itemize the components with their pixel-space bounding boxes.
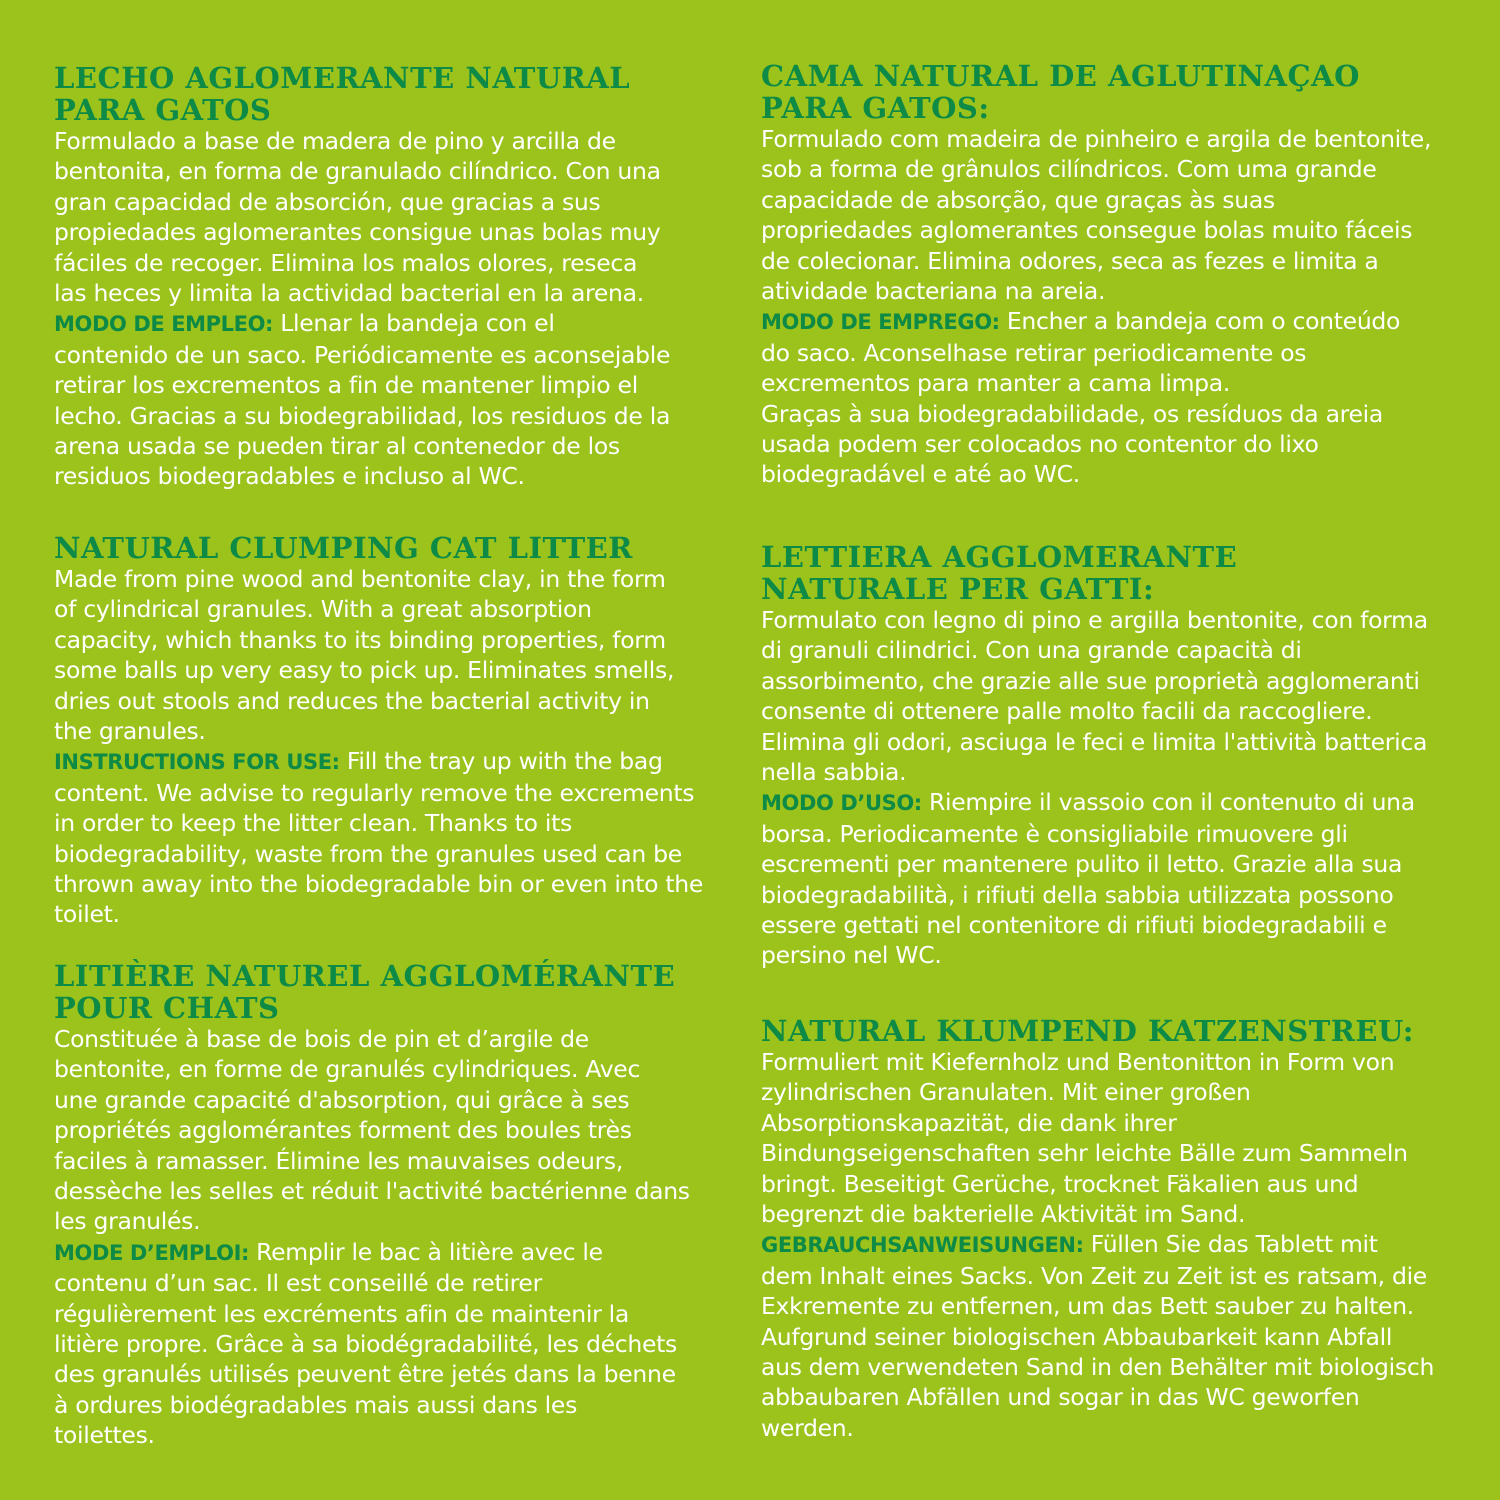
text-line: Formulado a base de madera de pino y arcilla de — [54, 127, 616, 155]
usage-text: Fill the tray up with the bag — [339, 747, 663, 776]
text-line: content. We advise to regularly remove the excrements — [54, 778, 695, 807]
text-line: consente di ottenere palle molto facili da raccogliere. — [761, 697, 1373, 726]
section-title — [761, 541, 1451, 605]
usage-label: MODO D’USO: — [761, 791, 922, 816]
usage-label: GEBRAUCHSANWEISUNGEN: — [761, 1233, 1084, 1258]
text-line: régulièrement les excréments afin de maintenir la — [54, 1299, 629, 1328]
text-line: Bindungseigenschaften sehr leichte Bälle zum Sammeln — [761, 1139, 1408, 1168]
text-line: essere gettati nel contenitore di rifiuti biodegradabili e — [761, 911, 1387, 940]
text-line: Aufgrund seiner biologischen Abbaubarkeit kann Abfall — [761, 1322, 1393, 1351]
usage-instructions — [761, 787, 1451, 970]
description — [761, 124, 1451, 306]
usage-text: Remplir le bac à litière avec le — [248, 1237, 603, 1266]
title-line: CAMA NATURAL DE AGLUTINAÇAO — [761, 59, 1360, 93]
text-line: dries out stools and reduces the bacterial activity in — [54, 686, 650, 715]
text-line: excrementos para manter a cama limpa. — [761, 369, 1231, 398]
text-line: Made from pine wood and bentonite clay, in the form — [54, 565, 666, 593]
usage-text: Füllen Sie das Tablett mit — [1083, 1230, 1378, 1259]
text-line: propriedades aglomerantes consegue bolas muito fáceis — [761, 216, 1413, 245]
text-line: do saco. Aconselhase retirar periodicamente os — [761, 338, 1307, 367]
title-line: LITIÈRE NATUREL AGGLOMÉRANTE — [54, 959, 676, 993]
text-line — [761, 306, 1451, 337]
text-line: capacidade de absorção, que graças às suas — [761, 185, 1275, 214]
title-line: PARA GATOS: — [761, 91, 990, 125]
usage-label: INSTRUCTIONS FOR USE: — [54, 750, 340, 775]
text-line — [54, 308, 704, 339]
usage-text: Riempire il vassoio con il contenuto di una — [921, 788, 1415, 817]
section-spanish — [54, 62, 704, 492]
text-line — [761, 1229, 1451, 1260]
usage-label: MODO DE EMPLEO: — [54, 312, 274, 337]
section-title — [54, 960, 704, 1024]
section-english — [54, 532, 704, 930]
section-title — [761, 1015, 1451, 1047]
title-line: NATURALE PER GATTI: — [761, 572, 1155, 606]
text-line: Formuliert mit Kiefernholz und Bentonitton in Form von — [761, 1048, 1395, 1076]
text-line: contenu d’un sac. Il est conseillé de retirer — [54, 1269, 542, 1298]
text-line: arena usada se pueden tirar al contenedor de los — [54, 432, 620, 461]
text-line: Exkremente zu entfernen, um das Bett sauber zu halten. — [761, 1292, 1414, 1321]
text-line: borsa. Periodicamente è consigliabile rimuovere gli — [761, 819, 1348, 848]
text-line: gran capacidad de absorción, que gracias a sus — [54, 187, 601, 216]
text-line: of cylindrical granules. With a great absorption — [54, 595, 592, 624]
usage-text: Llenar la bandeja con el — [273, 309, 555, 338]
text-line: biodegradabilità, i rifiuti della sabbia utilizzata possono — [761, 880, 1394, 909]
text-line: Constituée à base de bois de pin et d’argile de — [54, 1025, 589, 1053]
text-line: fáciles de recoger. Elimina los malos olores, reseca — [54, 248, 638, 277]
section-german — [761, 1015, 1451, 1443]
text-line: retirar los excrementos a fin de mantener limpio el — [54, 371, 638, 400]
text-line: faciles à ramasser. Élimine les mauvaises odeurs, — [54, 1146, 624, 1175]
text-line: biodegradability, waste from the granules used can be — [54, 839, 682, 868]
text-line: Formulato con legno di pino e argilla bentonite, con forma — [761, 606, 1428, 634]
text-line: litière propre. Grâce à sa biodégradabilité, les déchets — [54, 1330, 677, 1359]
title-line: NATURAL KLUMPEND KATZENSTREU: — [761, 1014, 1414, 1048]
usage-label: MODO DE EMPREGO: — [761, 310, 1000, 335]
text-line: les granulés. — [54, 1207, 201, 1236]
text-line: residuos biodegradables e incluso al WC. — [54, 462, 525, 491]
text-line: sob a forma de grânulos cilíndricos. Com uma grande — [761, 155, 1377, 184]
description — [54, 1024, 704, 1237]
text-line: atividade bacteriana na areia. — [761, 277, 1106, 306]
text-line: propriétés agglomérantes forment des boules très — [54, 1116, 632, 1145]
title-line: LETTIERA AGGLOMERANTE — [761, 540, 1238, 574]
text-line: lecho. Gracias a su biodegrabilidad, los residuos de la — [54, 401, 671, 430]
text-line: escrementi per mantenere pulito il letto. Grazie alla sua — [761, 850, 1403, 879]
usage-instructions — [761, 306, 1451, 489]
text-line: contenido de un saco. Periódicamente es aconsejable — [54, 340, 671, 369]
text-line — [761, 787, 1451, 818]
text-line: toilettes. — [54, 1421, 155, 1450]
text-line: dem Inhalt eines Sacks. Von Zeit zu Zeit ist es ratsam, die — [761, 1261, 1427, 1290]
text-line: bentonita, en forma de granulado cilíndrico. Con una — [54, 157, 661, 186]
text-line: in order to keep the litter clean. Thanks to its — [54, 809, 572, 838]
text-line: assorbimento, che grazie alle sue proprietà agglomeranti — [761, 666, 1420, 695]
title-line: LECHO AGLOMERANTE NATURAL — [54, 61, 631, 95]
text-line: Formulado com madeira de pinheiro e argila de bentonite, — [761, 125, 1432, 153]
section-title — [761, 60, 1451, 124]
usage-instructions — [54, 308, 704, 491]
text-line — [54, 1237, 704, 1268]
text-line: the granules. — [54, 717, 206, 746]
text-line: persino nel WC. — [761, 941, 942, 970]
text-line: des granulés utilisés peuvent être jetés dans la benne — [54, 1360, 676, 1389]
text-line: begrenzt die bakterielle Aktivität im Sand. — [761, 1200, 1246, 1229]
description — [761, 605, 1451, 787]
text-line: à ordures biodégradables mais aussi dans les — [54, 1390, 578, 1419]
section-french — [54, 960, 704, 1451]
usage-label: MODE D’EMPLOI: — [54, 1240, 249, 1265]
text-line: dessèche les selles et réduit l'activité bactérienne dans — [54, 1177, 690, 1206]
text-line: bringt. Beseitigt Gerüche, trocknet Fäkalien aus und — [761, 1169, 1359, 1198]
text-line: Graças à sua biodegradabilidade, os resíduos da areia — [761, 399, 1384, 428]
text-line: de colecionar. Elimina odores, seca as fezes e limita a — [761, 246, 1379, 275]
description — [761, 1047, 1451, 1229]
usage-instructions — [54, 1237, 704, 1451]
text-line: une grande capacité d'absorption, qui grâce à ses — [54, 1085, 630, 1114]
text-line: toilet. — [54, 900, 120, 929]
text-line: some balls up very easy to pick up. Eliminates smells, — [54, 656, 675, 685]
text-line: di granuli cilindrici. Con una grande capacità di — [761, 636, 1302, 665]
title-line: POUR CHATS — [54, 991, 280, 1025]
text-line: zylindrischen Granulaten. Mit einer großen — [761, 1078, 1251, 1107]
section-portuguese — [761, 60, 1451, 490]
text-line: biodegradável e até ao WC. — [761, 460, 1080, 489]
description — [54, 126, 704, 308]
text-line: bentonite, en forme de granulés cylindriques. Avec — [54, 1055, 641, 1084]
text-line: Elimina gli odori, asciuga le feci e limita l'attività batterica — [761, 727, 1428, 756]
usage-text: Encher a bandeja com o conteúdo — [999, 307, 1401, 336]
usage-instructions — [761, 1229, 1451, 1443]
text-line: nella sabbia. — [761, 758, 907, 787]
usage-instructions — [54, 746, 704, 929]
title-line: PARA GATOS — [54, 93, 272, 127]
text-line — [54, 746, 704, 777]
text-line: las heces y limita la actividad bacterial en la arena. — [54, 279, 644, 308]
description — [54, 564, 704, 746]
section-title — [54, 62, 704, 126]
section-title — [54, 532, 704, 564]
text-line: thrown away into the biodegradable bin or even into the — [54, 870, 704, 899]
title-line: NATURAL CLUMPING CAT LITTER — [54, 531, 633, 565]
text-line: propiedades aglomerantes consigue unas bolas muy — [54, 218, 661, 247]
text-line: Absorptionskapazität, die dank ihrer — [761, 1108, 1177, 1137]
text-line: werden. — [761, 1413, 854, 1442]
text-line: usada podem ser colocados no contentor do lixo — [761, 430, 1319, 459]
text-line: abbaubaren Abfällen und sogar in das WC geworfen — [761, 1383, 1360, 1412]
text-line: capacity, which thanks to its binding properties, form — [54, 625, 666, 654]
section-italian — [761, 541, 1451, 971]
text-line: aus dem verwendeten Sand in den Behälter mit biologisch — [761, 1353, 1435, 1382]
